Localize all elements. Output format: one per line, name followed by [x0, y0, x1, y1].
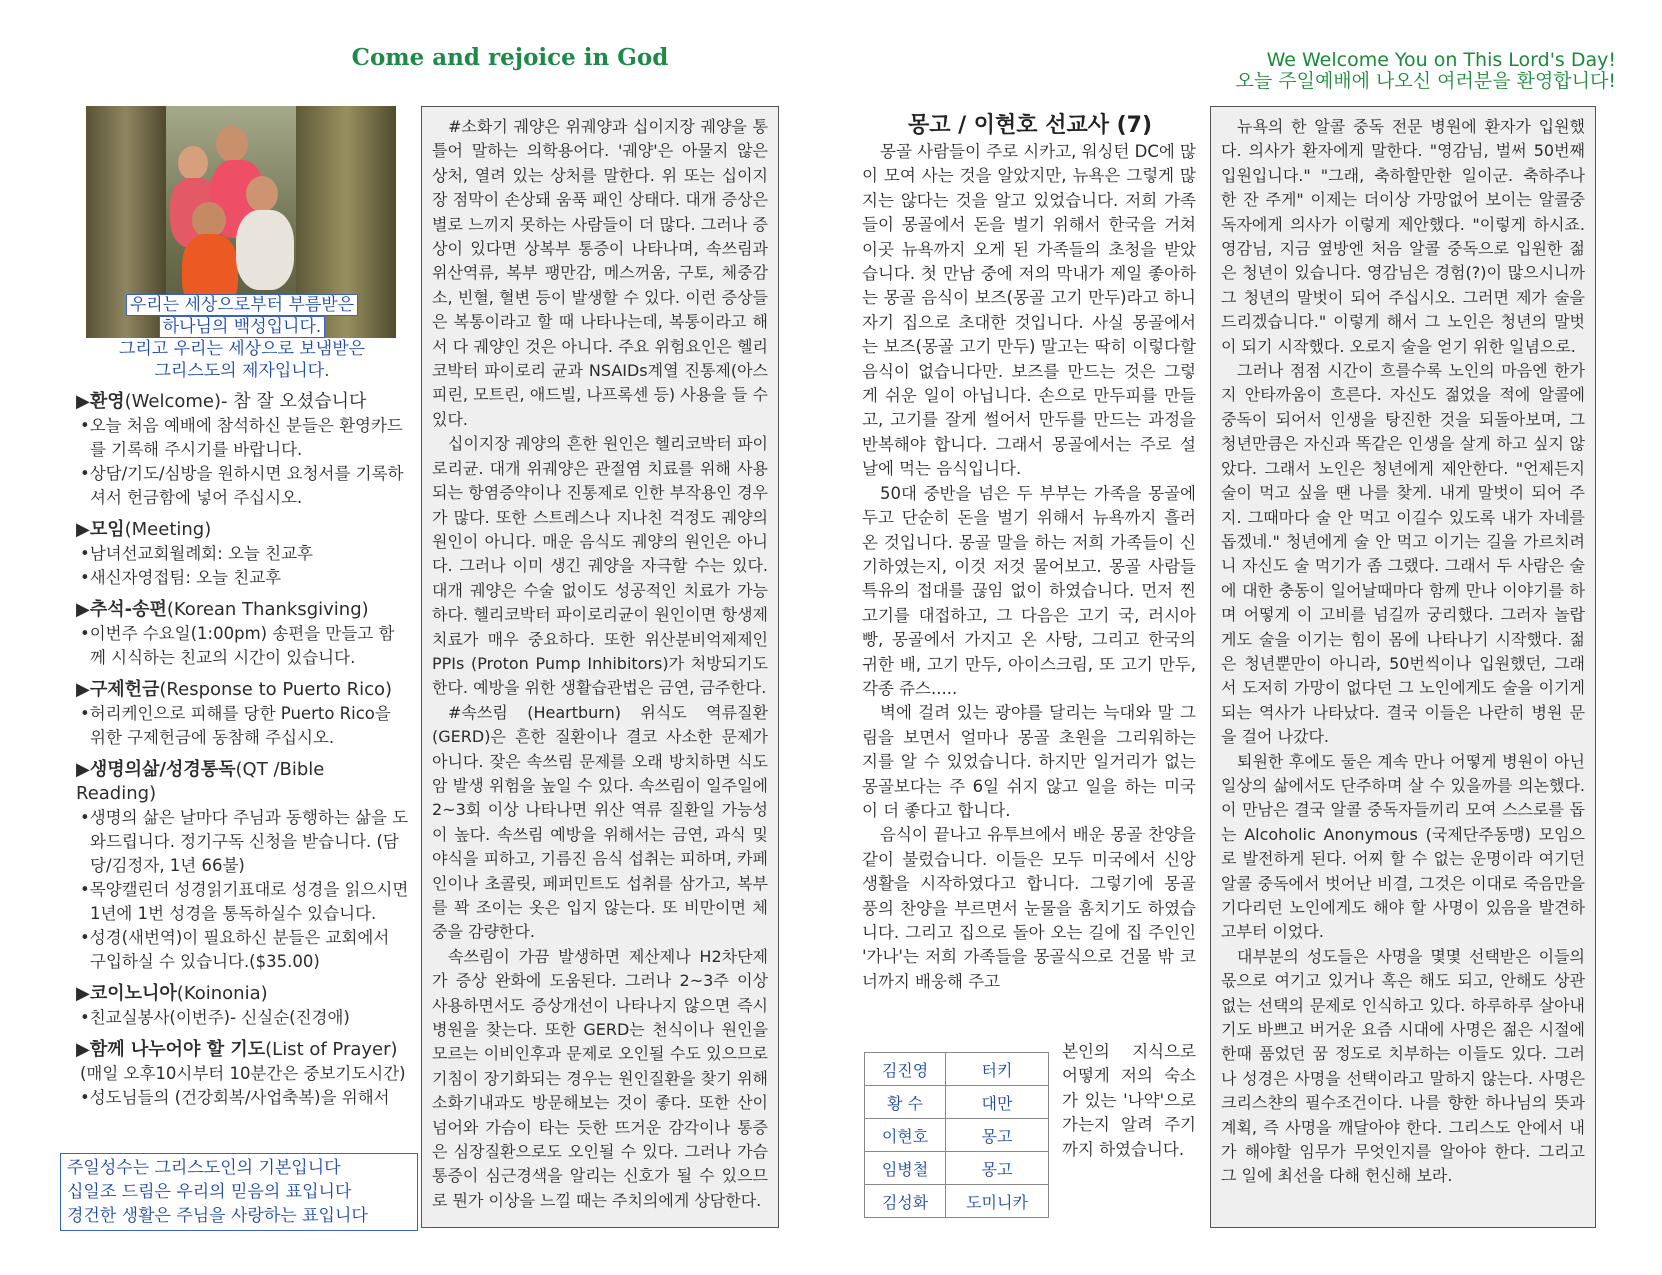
- table-row: [865, 1185, 1049, 1218]
- announcement-heading: ▶구제헌금(Response to Puerto Rico): [76, 679, 393, 700]
- announcement-heading: ▶환영(Welcome)- 참 잘 오셨습니다: [76, 391, 367, 412]
- mission-article-tail: 본인의 지식으로 어떻게 저의 숙소가 있는 '나약'으로 가는지 알려 주기까지 하였습니다.: [1062, 1042, 1196, 1159]
- announcement-heading: ▶모임(Meeting): [76, 519, 212, 540]
- table-row: [865, 1119, 1049, 1152]
- motto-box: [60, 1153, 418, 1231]
- announcement-heading: ▶추석-송편(Korean Thanksgiving): [76, 599, 369, 620]
- announcement-item: •이번주 수요일(1:00pm) 송편을 만들고 함께 시식하는 친교의 시간이 있습니다.: [80, 624, 395, 667]
- welcome-heading: [1235, 50, 1616, 92]
- announcement-note: (매일 오후10시부터 10분간은 중보기도시간): [80, 1064, 406, 1083]
- missionary-table: [864, 1052, 1049, 1218]
- mission-article-title: 몽고 / 이현호 선교사 (7): [907, 113, 1153, 138]
- missionary-name: 임병철: [865, 1152, 946, 1185]
- article-paragraph: 음식이 끝나고 유투브에서 배운 몽골 찬양을 같이 불렀습니다. 이들은 모두 미국에서 신앙 생활을 시작하였다고 합니다. 그렇기에 몽골 풍의 찬양을 부르면서 눈물을 훔치기도 하였습니다. 그리고 집으로 돌아 오는 길에 집 주인인 '가나'는 저희 가족들을 몽골식으로 건물 밖 코너까지 배웅해 주고: [862, 825, 1196, 991]
- health-article: [421, 106, 779, 1228]
- article-paragraph: 그러나 점점 시간이 흐를수록 노인의 마음엔 한가지 안타까움이 흐른다. 자신도 젊었을 적에 알콜에 중독이 되어서 인생을 탕진한 것을 되돌아보며, 그 청년만큼은 자신과 똑같은 인생을 살게 하고 싶지 않았다. 그래서 노인은 청년에게 제안한다. "언제든지 술이 먹고 싶을 땐 나를 찾게. 내게 말벗이 되어 주지. 그때마다 술 안 먹고 이길수 있도록 내가 자네를 돕겠네." 청년에게 술 안 먹고 이기는 길을 가르치려니 자신도 술 먹기가 좀 그랬다. 그래서 두 사람은 술에 대한 충동이 일어날때마다 함께 만나 이야기를 하며 어떻게 이 고비를 넘길까 궁리했다. 그러자 놀랍게도 술을 이기는 힘이 몸에 나타나기 시작했다. 젊은 청년뿐만이 아니라, 50번씩이나 입원했던, 그래서 도저히 가망이 없다던 그 노인에게도 술을 이기게 되는 역사가 나타났다. 결국 이들은 나란히 병원 문을 걸어 나갔다.: [1221, 361, 1585, 747]
- table-row: [865, 1053, 1049, 1086]
- announcement-item: •성경(새번역)이 필요하신 분들은 교회에서 구입하실 수 있습니다.($35.00): [80, 928, 390, 971]
- announcement-item: •새신자영접팀: 오늘 친교후: [80, 568, 282, 587]
- page-heading-left: Come and rejoice in God: [351, 44, 669, 71]
- welcome-korean: 오늘 주일예배에 나오신 여러분을 환영합니다!: [1235, 70, 1616, 92]
- caption-line-1: 우리는 세상으로부터 부름받은: [126, 294, 358, 316]
- missionary-name: 김진영: [865, 1053, 946, 1086]
- caption-line-3: 그리고 우리는 세상으로 보냄받은: [116, 339, 368, 359]
- article-paragraph: #속쓰림 (Heartburn) 위식도 역류질환(GERD)은 흔한 질환이나 결코 사소한 문제가 아니다. 잦은 속쓰림 문제를 오래 방치하면 식도암 발생 위험을 높일 수 있다. 속쓰림이 일주일에 2~3회 이상 나타나면 위산 역류 질환일 가능성이 높다. 속쓰림 예방을 위해서는 금연, 과식 및 야식을 피하고, 기름진 음식 섭취는 피하며, 카페인이나 초콜릿, 페퍼민트도 섭취를 삼가고, 복부를 꽉 조이는 옷은 입지 않는다. 또 비만이면 체중을 감량한다.: [432, 702, 768, 942]
- caption-line-4: 그리스도의 제자입니다.: [151, 361, 332, 381]
- announcement-item: •허리케인으로 피해를 당한 Puerto Rico을 위한 구제헌금에 동참해 주십시오.: [80, 704, 391, 747]
- announcement-item: •생명의 삶은 날마다 주님과 동행하는 삶을 도와드립니다. 정기구독 신청을 받습니다. (담당/김정자, 1년 66불): [80, 808, 409, 875]
- table-row: [865, 1086, 1049, 1119]
- article-paragraph: 십이지장 궤양의 흔한 원인은 헬리코박터 파이로리균. 대개 위궤양은 관절염 치료를 위해 사용되는 항염증약이나 진통제로 인한 부작용인 경우가 많다. 또한 스트레스나 지나친 걱정도 궤양의 원인이 아니다. 매운 음식도 궤양의 원인은 아니다. 그러나 이미 생긴 궤양을 자극할 수는 있다. 대개 궤양은 수술 없이도 성공적인 치료가 가능하다. 헬리코박터 파이로리균이 원인이면 항생제 치료가 매우 중요하다. 또한 위산분비억제제인 PPIs (Proton Pump Inhibitors)가 처방되기도 한다. 예방을 위한 생활습관법은 금연, 금주한다.: [432, 434, 768, 698]
- photo-caption: [86, 294, 398, 382]
- announcements: [76, 390, 410, 1110]
- article-paragraph: 몽골 사람들이 주로 시카고, 워싱턴 DC에 많이 모여 사는 것을 알았지만, 뉴욕은 그렇게 많지는 않다는 것을 알고 있었습니다. 저희 가족들이 몽골에서 돈을 벌기 위해서 한국을 거쳐 이곳 뉴욕까지 오게 된 가족들의 초청을 받았습니다. 첫 만남 중에 저의 막내가 제일 좋아하는 몽골 음식이 보즈(몽골 고기 만두)라고 하니 자기 집으로 초대한 것입니다. 사실 몽골에서는 보즈(몽골 고기 만두) 말고는 딱히 이렇다할 음식이 없습니다만. 보즈를 만드는 것은 그렇게 쉬운 일이 아닙니다. 손으로 만두피를 만들고, 고기를 잘게 썰어서 만두를 만드는 과정을 반복해야 합니다. 그래서 몽골에서는 주로 설날에 먹는 음식입니다.: [862, 142, 1196, 479]
- announcement-heading: ▶생명의삶/성경통독(QT /Bible Reading): [76, 759, 325, 804]
- announcement-heading: ▶코이노니아(Koinonia): [76, 983, 268, 1004]
- announcement-item: •목양캘린더 성경읽기표대로 성경을 읽으시면 1년에 1번 성경을 통독하실수 있습니다.: [80, 880, 409, 923]
- motto-line: 십일조 드림은 우리의 믿음의 표입니다: [67, 1182, 352, 1202]
- motto-line: 경건한 생활은 주님을 사랑하는 표입니다: [67, 1206, 368, 1226]
- article-paragraph: 벽에 걸려 있는 광야를 달리는 늑대와 말 그림을 보면서 얼마나 몽골 초원을 그리워하는 지를 알 수 있었습니다. 하지만 일거리가 없는 몽골보다는 주 6일 쉬지 않고 일을 하는 미국이 더 좋다고 합니다.: [862, 703, 1196, 820]
- announcement-item: •성도님들의 (건강회복/사업축복)을 위해서: [80, 1088, 390, 1107]
- missionary-name: 이현호: [865, 1119, 946, 1152]
- motto-line: 주일성수는 그리스도인의 기본입니다: [67, 1158, 341, 1178]
- article-paragraph: 속쓰림이 가끔 발생하면 제산제나 H2차단제가 증상 완화에 도움된다. 그러나 2~3주 이상 사용하면서도 증상개선이 나타나지 않으면 즉시 병원을 찾는다. 또한 GERD는 천식이나 원인을 모르는 이비인후과 문제로 오인될 수도 있으므로 기침이 장기화되는 경우는 원인질환을 찾기 위해 소화기내과도 방문해보는 것이 좋다. 또한 산이 넘어와 가슴이 타는 듯한 뜨거운 감각이나 통증은 심장질환으로도 오인될 수 있다. 그러나 가슴통증이 심근경색을 알리는 신호가 될 수 있으므로 뭔가 이상을 느낄 때는 주치의에게 상담한다.: [432, 946, 768, 1210]
- missionary-name: 황 수: [865, 1086, 946, 1119]
- announcement-item: •친교실봉사(이번주)- 신실순(진경애): [80, 1008, 350, 1027]
- announcement-heading: ▶함께 나누어야 할 기도(List of Prayer): [76, 1039, 398, 1060]
- missionary-country: 도미니카: [946, 1185, 1049, 1218]
- article-paragraph: #소화기 궤양은 위궤양과 십이지장 궤양을 통틀어 말하는 의학용어다. '궤양'은 아물지 않은 상처, 열려 있는 상처를 말한다. 위 또는 십이지장 점막이 손상돼 움푹 패인 상태다. 대개 증상은 별로 느끼지 못하는 사람들이 더 많다. 그러나 증상이 있다면 상복부 통증이 나타나며, 속쓰림과 위산역류, 복부 팽만감, 메스꺼움, 구토, 체중감소, 빈혈, 혈변 등이 발생할 수 있다. 이런 증상들은 복통이라고 할 때 나타나는데, 복통이라고 해서 다 궤양인 것은 아니다. 주요 위험요인은 헬리코박터 파이로리 균과 NSAIDs계열 진통제(아스피린, 모트린, 애드빌, 나프록센 등) 사용을 들 수 있다.: [432, 117, 768, 429]
- article-paragraph: 뉴욕의 한 알콜 중독 전문 병원에 환자가 입원했다. 의사가 환자에게 말한다. "영감님, 벌써 50번째 입원입니다." "그래, 축하할만한 일이군. 축하주나 한 잔 주게" 이제는 더이상 가망없어 보이는 알콜중독자에게 의사가 이렇게 제안했다. "이렇게 하시죠. 영감님, 지금 옆방엔 처음 알콜 중독으로 입원한 젊은 청년이 있습니다. 영감님은 경험(?)이 많으시니까 그 청년의 말벗이 되어 주십시오. 그러면 제가 술을 드리겠습니다." 이렇게 해서 그 노인은 청년의 말벗이 되기 시작했다. 오로지 술을 얻기 위한 일념으로.: [1221, 117, 1585, 356]
- article-paragraph: 대부분의 성도들은 사명을 몇몇 선택받은 이들의 몫으로 여기고 있거나 혹은 해도 되고, 안해도 상관없는 선택의 문제로 인식하고 있다. 하루하루 살아내기도 바쁘고 버거운 요즘 시대에 사명은 젊은 시절에 한때 품었던 꿈 정도로 치부하는 이들도 있다. 그러나 성경은 사명을 선택이라고 말하지 않는다. 사명은 크리스챤의 필수조건이다. 나를 향한 하나님의 뜻과 계획, 즉 사명을 깨달아야 한다. 그리스도 안에서 내가 해야할 임무가 무엇인지를 알아야 한다. 그리고 그 일에 최선을 다해 헌신해 보라.: [1221, 946, 1585, 1186]
- missionary-country: 몽고: [946, 1152, 1049, 1185]
- caption-line-2: 하나님의 백성입니다.: [159, 316, 326, 338]
- story-article: [1210, 106, 1596, 1228]
- announcement-item: •오늘 처음 예배에 참석하신 분들은 환영카드를 기록해 주시기를 바랍니다.: [80, 416, 403, 459]
- announcement-item: •남녀선교회월례회: 오늘 친교후: [80, 544, 313, 563]
- mission-article: [862, 140, 1196, 994]
- missionary-name: 김성화: [865, 1185, 946, 1218]
- table-row: [865, 1152, 1049, 1185]
- announcement-item: •상담/기도/심방을 원하시면 요청서를 기록하셔서 헌금함에 넣어 주십시오.: [80, 464, 404, 507]
- welcome-english: We Welcome You on This Lord's Day!: [1266, 49, 1616, 71]
- missionary-country: 터키: [946, 1053, 1049, 1086]
- article-paragraph: 퇴원한 후에도 둘은 계속 만나 어떻게 병원이 아닌 일상의 삶에서도 단주하며 살 수 있을까를 의논했다. 이 만남은 결국 알콜 중독자들끼리 모여 스스로를 돕는 Alcoholic Anonymous (국제단주동맹) 모임으로 발전하게 된다. 어찌 할 수 없는 운명이라 여기던 알콜 중독에서 벗어난 비결, 그것은 이대로 죽음만을 기다리던 노인에게도 해야 할 사명이 있음을 발견하고부터 이었다.: [1221, 751, 1585, 942]
- missionary-country: 몽고: [946, 1119, 1049, 1152]
- missionary-country: 대만: [946, 1086, 1049, 1119]
- article-paragraph: 50대 중반을 넘은 두 부부는 가족을 몽골에 두고 단순히 돈을 벌기 위해서 뉴욕까지 흘러 온 것입니다. 몽골 말을 하는 저희 가족들이 신기하였는지, 이것 저것 물어보고. 몽골 사람들 특유의 접대를 끊임 없이 하였습니다. 먼저 찐 고기를 대접하고, 그 다음은 고기 국, 러시아 빵, 몽골에서 가지고 온 사탕, 그리고 한국의 귀한 배, 고기 만두, 아이스크림, 또 고기 만두, 각종 쥬스.....: [862, 483, 1196, 698]
